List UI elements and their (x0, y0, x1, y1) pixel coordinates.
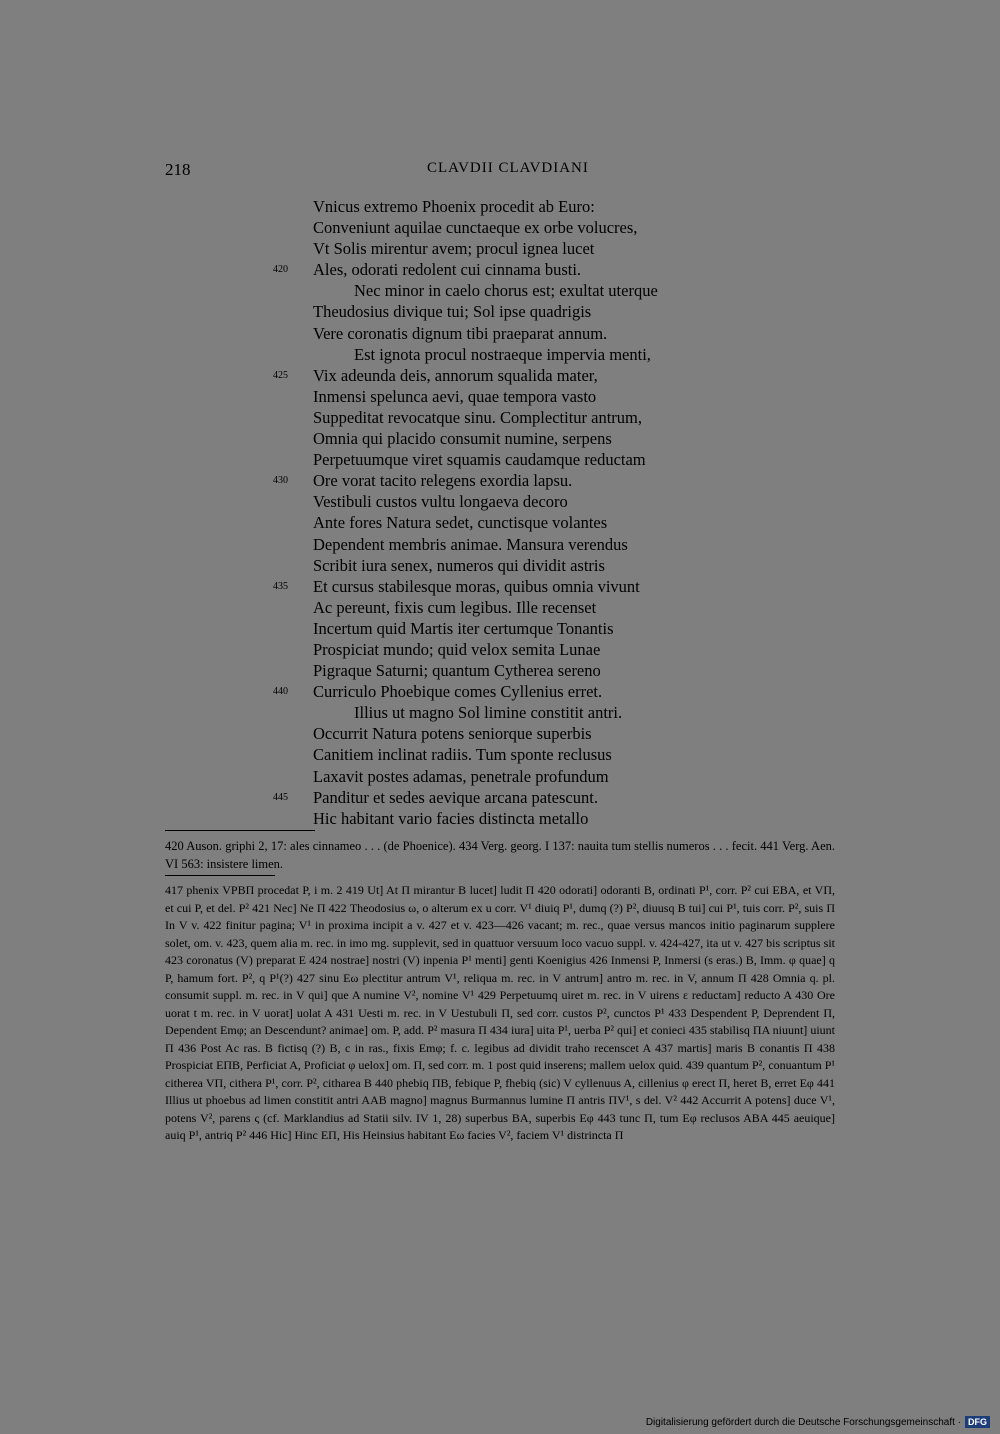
verse-text: Theudosius divique tui; Sol ipse quadrigis (313, 302, 592, 322)
footnote-divider (165, 830, 315, 831)
verse-text: Incertum quid Martis iter certumque Tonantis (313, 618, 614, 638)
credit-text: Digitalisierung gefördert durch die Deutsche Forschungsgemeinschaft · (645, 1416, 961, 1428)
verse-text: Vnicus extremo Phoenix procedit ab Euro: (313, 197, 595, 216)
poem-text (0, 196, 1000, 829)
verse-text: Illius ut magno Sol limine constitit antri. (354, 703, 623, 723)
verse-text: Conveniunt aquilae cunctaeque ex orbe volucres, (313, 218, 638, 238)
verse-line (0, 428, 1000, 449)
verse-text: Est ignota procul nostraeque impervia menti, (354, 344, 651, 364)
verse-line (0, 576, 1000, 597)
verse-text: Omnia qui placido consumit numine, serpens (313, 429, 612, 449)
verse-line (0, 491, 1000, 512)
sources-note: 420 Auson. griphi 2, 17: ales cinnameo . . . (de Phoenice). 434 Verg. georg. I 137: nauita tum stellis numeros . . . fecit. 441 Verg. Aen. VI 563: insistere limen. (165, 839, 835, 871)
line-number: 420 (273, 264, 288, 276)
verse-line (0, 217, 1000, 238)
verse-text: Nec minor in caelo chorus est; exultat uterque (354, 281, 658, 301)
verse-line (0, 618, 1000, 639)
verse-text: Canitiem inclinat radiis. Tum sponte reclusus (313, 745, 612, 765)
verse-line (0, 744, 1000, 765)
verse-text: Panditur et sedes aevique arcana patescunt. (313, 787, 598, 807)
verse-text: Ante fores Natura sedet, cunctisque volantes (313, 513, 608, 533)
verse-line (0, 512, 1000, 533)
verse-line (0, 555, 1000, 576)
page-number: 218 (165, 160, 191, 179)
verse-text: Pigraque Saturni; quantum Cytherea sereno (313, 661, 601, 681)
verse-text: Vestibuli custos vultu longaeva decoro (313, 492, 568, 512)
verse-text: Inmensi spelunca aevi, quae tempora vasto (313, 386, 597, 406)
verse-line (0, 365, 1000, 386)
verse-line (0, 301, 1000, 322)
verse-line (0, 196, 1000, 217)
verse-line (0, 470, 1000, 491)
verse-text: Ore vorat tacito relegens exordia lapsu. (313, 471, 573, 491)
verse-text: Vere coronatis dignum tibi praeparat annum. (313, 323, 608, 343)
verse-text: Ales, odorati redolent cui cinnama busti. (313, 260, 582, 280)
verse-line (0, 238, 1000, 259)
verse-line (0, 766, 1000, 787)
verse-text: Vt Solis mirentur avem; procul ignea lucet (313, 239, 595, 259)
verse-text: Perpetuumque viret squamis caudamque reductam (313, 450, 646, 470)
verse-line (0, 660, 1000, 681)
verse-line (0, 597, 1000, 618)
verse-line (0, 808, 1000, 829)
verse-line (0, 702, 1000, 723)
verse-text: Suppeditat revocatque sinu. Complectitur antrum, (313, 407, 643, 427)
verse-line (0, 723, 1000, 744)
critical-apparatus: 417 phenix VPBΠ procedat P, i m. 2 419 Ut] At Π mirantur B lucet] ludit Π 420 odorati] odoranti B, ordinati P¹, corr. P² cui EBA, et VΠ, et cui P, et del. P² 421 Nec] Ne Π 422 Theodosius ω, o alterum ex u corr. V¹ diuiq P¹, dumq (?) P², diuusq B tui] cui P¹, tuis corr. P², suis Π In V v. 422 finitur pagina; V¹ in proxima incipit a v. 427 et v. 423—426 vacant; m. rec., quae versus mancos initio paginarum supplere solet, om. v. 423, quem alia m. rec. in imo mg. supplevit, sed in quattuor versuum loco vacuo suppl. v. 424-427, ita ut v. 427 bis scriptus sit 423 coronatus (V) preparat E 424 nostrae] nostri (V) inpenia P¹ menti] genti Koenigius 426 Inmensi P, Inmersi (s eras.) B, Imm. φ quae] q P, hamum fort. P², q P¹(?) 427 sinu Eω plectitur antrum V¹, reliqua m. rec. in V antrum] antro m. rec. in V, annum Π 428 Omnia q. pl. consumit suppl. m. rec. in V qui] que A numine V², nomine V¹ 429 Perpetuumq uiret m. rec. in V uirens ε reductam] reducto A 430 Ore uorat t m. rec. in V uorat] uolat A 431 Uesti m. rec. in V Uestubuli Π, sed corr. custos P², cunctos P¹ 433 Despendent P, Deprendent Π, Dependent Emφ; an Descendunt? animae] om. P, add. P² masura Π 434 iura] uita P¹, uerba P² qui] et conieci 435 stabilisq ΠA niuunt] uiunt Π 436 Post Ac ras. B fictisq (?) B, c in ras., fixis Emφ; f. c. legibus ad dividit traho recenscet A 437 martis] maris B conantis Π 438 Prospiciat EΠB, Perficiat A, Proficiat φ uelox] om. Π, sed corr. m. 1 post quid inserens; mallem uelox quid. 439 quantum P², conuantum P¹ citherea VΠ, cithera P¹, corr. P², citharea B 440 phebiq ΠB, febique P, fhebiq (sic) V cyllenuus A, cillenius φ erect Π, heret B, erret Eφ 441 Illius ut phoebus ad limen constitit antri AAB magno] magnus Burmannus lumine Π antris ΠV¹, s del. V² 442 Accurrit A potens] duce V¹, potens V², parens ς (cf. Marklandius ad Statii silv. IV 1, 28) superbus BA, superbis Eφ 443 tunc Π, tum Eφ reclusos ABA 445 aeuique] auiq P¹, antriq P² 446 Hic] Hinc EΠ, His Heinsius habitant Eω facies V², faciem V¹ distrincta Π (165, 883, 835, 1142)
verse-line (0, 280, 1000, 301)
verse-text: Vix adeunda deis, annorum squalida mater, (313, 365, 598, 385)
verse-text: Prospiciat mundo; quid velox semita Lunae (313, 639, 601, 659)
verse-line (0, 681, 1000, 702)
line-number: 425 (273, 369, 288, 381)
verse-line (0, 534, 1000, 555)
line-number: 440 (273, 686, 288, 698)
verse-line (0, 639, 1000, 660)
apparatus-divider (165, 875, 275, 876)
verse-text: Laxavit postes adamas, penetrale profundum (313, 766, 609, 786)
verse-text: Ac pereunt, fixis cum legibus. Ille recenset (313, 597, 597, 617)
line-number: 435 (273, 580, 288, 592)
digitization-credit (646, 1416, 990, 1428)
verse-text: Curriculo Phoebique comes Cyllenius erret. (313, 682, 603, 702)
verse-text: Et cursus stabilesque moras, quibus omnia vivunt (313, 576, 640, 596)
verse-line (0, 323, 1000, 344)
verse-line (0, 787, 1000, 808)
line-number: 430 (273, 475, 288, 487)
dfg-logo: DFG (965, 1416, 990, 1428)
verse-text: Scribit iura senex, numeros qui dividit astris (313, 555, 605, 575)
verse-text: Dependent membris animae. Mansura verendus (313, 534, 628, 554)
verse-line (0, 344, 1000, 365)
running-head: CLAVDII CLAVDIANI (427, 160, 589, 176)
line-number: 445 (273, 791, 288, 803)
verse-text: Hic habitant vario facies distincta metallo (313, 808, 589, 828)
verse-line (0, 407, 1000, 428)
verse-line (0, 386, 1000, 407)
verse-text: Occurrit Natura potens seniorque superbis (313, 724, 592, 744)
verse-line (0, 259, 1000, 280)
verse-line (0, 449, 1000, 470)
